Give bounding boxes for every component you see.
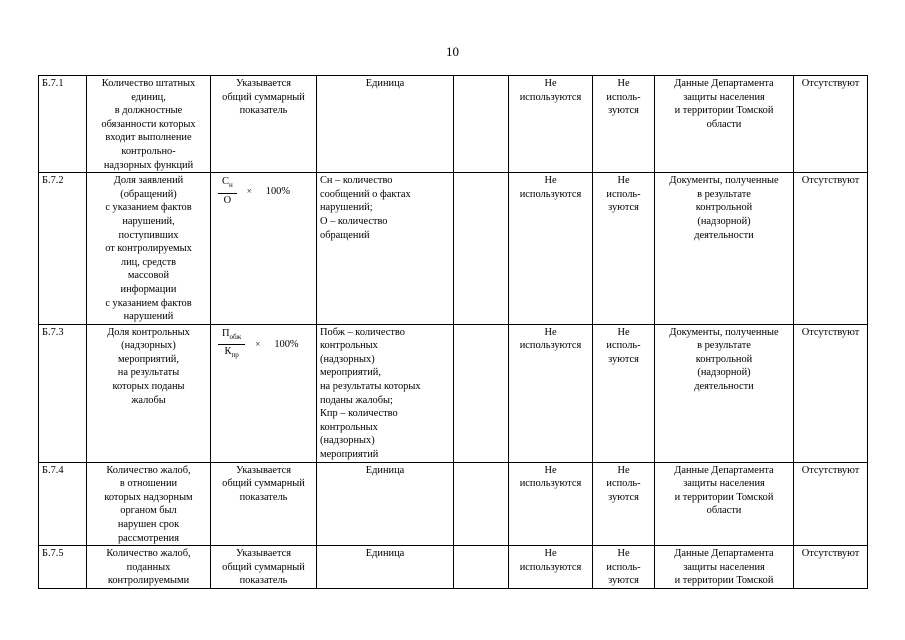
absent-cell: Отсутствуют [794,76,868,173]
formula-text: Указывается общий суммарный показатель [211,462,317,546]
usage-cell: Не используются [509,546,593,589]
empty-cell [454,173,509,325]
multiply-sign: × [246,185,252,196]
row-code: Б.7.2 [39,173,87,325]
usage-cell-short: Не исполь- зуются [593,173,655,325]
absent-cell: Отсутствуют [794,173,868,325]
percent-factor: 100% [274,339,299,351]
usage-cell: Не используются [509,76,593,173]
usage-cell-short: Не исполь- зуются [593,324,655,462]
empty-cell [454,76,509,173]
formula-text: Указывается общий суммарный показатель [211,76,317,173]
indicator-name: Доля контрольных (надзорных) мероприятий, на результаты которых поданы жалобы [87,324,211,462]
usage-cell-short: Не исполь- зуются [593,76,655,173]
multiply-sign: × [255,339,261,350]
table-row [39,462,868,546]
row-code: Б.7.3 [39,324,87,462]
page-number: 10 [446,44,459,59]
table-row [39,546,868,589]
usage-cell: Не используются [509,462,593,546]
usage-cell: Не используются [509,324,593,462]
indicator-name: Количество штатных единиц, в должностные обязанности которых входит выполнение контрольно- надзорных функций [87,76,211,173]
formula-cell [211,173,317,325]
data-source: Данные Департамента защиты населения и территории Томской области [655,76,794,173]
fraction-denominator: $К_{пр}$ [224,346,239,360]
indicator-description: Единица [317,462,454,546]
formula-cell [211,324,317,462]
data-source: Документы, полученные в результате контрольной (надзорной) деятельности [655,324,794,462]
data-source: Данные Департамента защиты населения и территории Томской [655,546,794,589]
table-row [39,324,868,462]
fraction [218,327,245,363]
data-source: Данные Департамента защиты населения и территории Томской области [655,462,794,546]
fraction-denominator: О [223,194,232,206]
percent-factor: 100% [265,185,291,197]
empty-cell [454,324,509,462]
table-row [39,173,868,325]
indicator-description: Сн – количество сообщений о фактах нарушений; О – количество обращений [317,173,454,325]
indicator-description: Единица [317,546,454,589]
absent-cell: Отсутствуют [794,462,868,546]
usage-cell-short: Не исполь- зуются [593,462,655,546]
row-code: Б.7.1 [39,76,87,173]
indicator-name: Количество жалоб, в отношении которых надзорным органом был нарушен срок рассмотрения [87,462,211,546]
indicator-description: Побж – количество контрольных (надзорных) мероприятий, на результаты которых поданы жалобы; Кпр – количество контрольных (надзорных) мероприятий [317,324,454,462]
fraction-numerator: $С_н$ [218,175,237,194]
indicator-name: Количество жалоб, поданных контролируемыми [87,546,211,589]
data-source: Документы, полученные в результате контрольной (надзорной) деятельности [655,173,794,325]
absent-cell: Отсутствуют [794,546,868,589]
fraction [218,175,237,207]
indicators-table [38,75,868,589]
usage-cell: Не используются [509,173,593,325]
empty-cell [454,462,509,546]
formula-text: Указывается общий суммарный показатель [211,546,317,589]
formula [214,175,313,207]
indicator-description: Единица [317,76,454,173]
row-code: Б.7.4 [39,462,87,546]
absent-cell: Отсутствуют [794,324,868,462]
usage-cell-short: Не исполь- зуются [593,546,655,589]
fraction-numerator: $П_{обж}$ [218,327,245,346]
indicator-name: Доля заявлений (обращений) с указанием фактов нарушений, поступивших от контролируемых лиц, средств массовой информации с указанием фактов нарушений [87,173,211,325]
empty-cell [454,546,509,589]
row-code: Б.7.5 [39,546,87,589]
formula [214,327,313,363]
table-row [39,76,868,173]
